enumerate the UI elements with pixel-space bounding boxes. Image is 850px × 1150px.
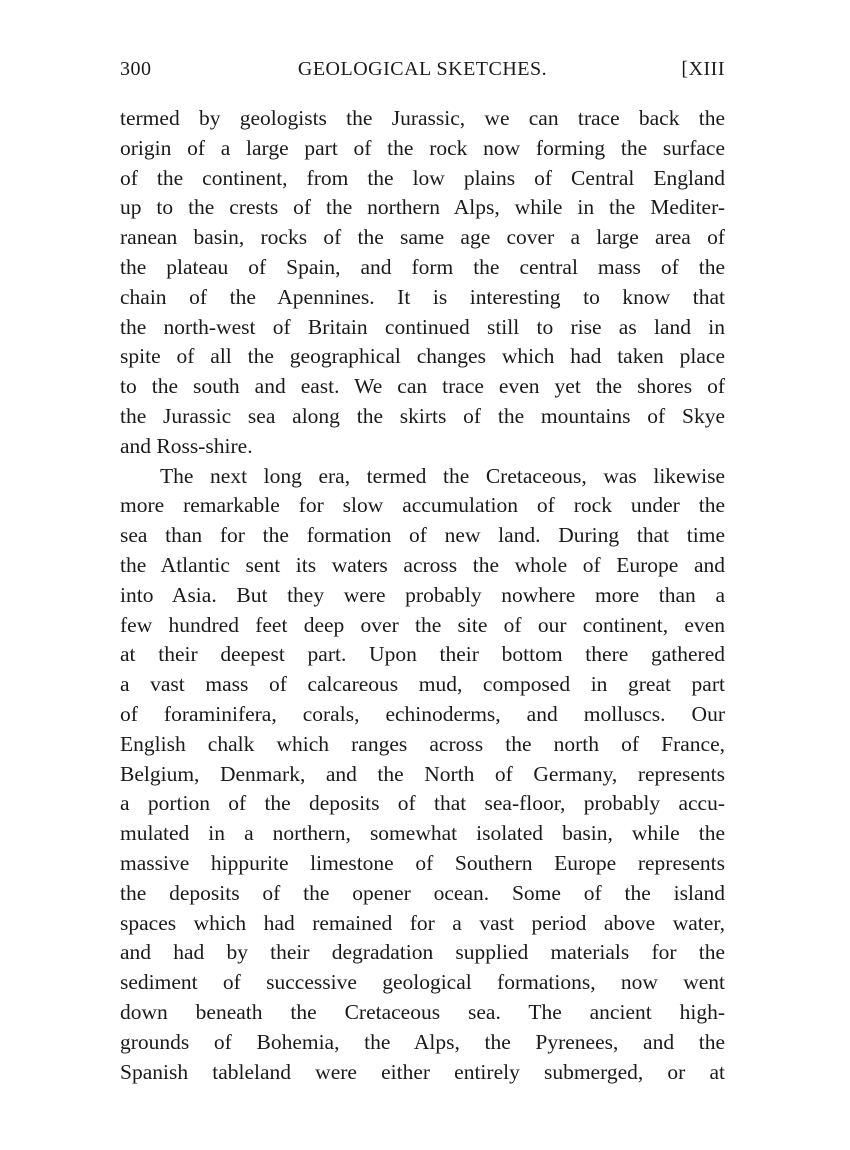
text-line: Spanish tableland were either entirely submerged, or at <box>120 1059 725 1084</box>
text-line: at their deepest part. Upon their bottom there gathered <box>120 642 725 667</box>
text-line: the deposits of the opener ocean. Some of the island <box>120 880 725 905</box>
text-line: English chalk which ranges across the north of France, <box>120 731 725 756</box>
text-line: sea than for the formation of new land. During that time <box>120 523 725 548</box>
running-title: GEOLOGICAL SKETCHES. <box>297 58 548 80</box>
chapter-marker: [XIII <box>681 58 725 80</box>
text-line: and Ross-shire. <box>120 433 253 458</box>
text-line: the north-west of Britain continued still to rise as land in <box>120 314 725 339</box>
text-line: a portion of the deposits of that sea-floor, probably accu- <box>120 791 725 816</box>
text-line: mulated in a northern, somewhat isolated basin, while the <box>120 821 725 846</box>
page-number: 300 <box>120 58 152 80</box>
text-line: of foraminifera, corals, echinoderms, and molluscs. Our <box>120 701 725 726</box>
text-line: ranean basin, rocks of the same age cover a large area of <box>120 225 725 250</box>
text-line: and had by their degradation supplied materials for the <box>120 940 725 965</box>
text-line: into Asia. But they were probably nowhere more than a <box>120 582 725 607</box>
text-line: the Atlantic sent its waters across the whole of Europe and <box>120 552 725 577</box>
text-line: to the south and east. We can trace even yet the shores of <box>120 374 725 399</box>
text-line: origin of a large part of the rock now forming the surface <box>120 135 725 160</box>
text-line: the plateau of Spain, and form the central mass of the <box>120 254 725 279</box>
text-line: a vast mass of calcareous mud, composed in great part <box>120 672 725 697</box>
text-line: grounds of Bohemia, the Alps, the Pyrenees, and the <box>120 1029 725 1054</box>
text-line: few hundred feet deep over the site of our continent, even <box>120 612 725 637</box>
running-header <box>120 58 725 88</box>
paragraph <box>120 104 725 462</box>
text-line: massive hippurite limestone of Southern Europe represents <box>120 850 725 875</box>
body-text <box>120 104 725 1087</box>
text-line: more remarkable for slow accumulation of rock under the <box>120 493 725 518</box>
text-line: the Jurassic sea along the skirts of the mountains of Skye <box>120 403 725 428</box>
text-line: termed by geologists the Jurassic, we can trace back the <box>120 106 725 130</box>
text-line: Belgium, Denmark, and the North of Germany, represents <box>120 761 725 786</box>
text-line: down beneath the Cretaceous sea. The ancient high- <box>120 999 725 1024</box>
text-line: up to the crests of the northern Alps, while in the Mediter- <box>120 195 725 220</box>
text-line: spaces which had remained for a vast period above water, <box>120 910 725 935</box>
text-line: spite of all the geographical changes which had taken place <box>120 344 725 369</box>
paragraph <box>120 462 725 1088</box>
book-page <box>120 58 725 1087</box>
text-line: of the continent, from the low plains of Central England <box>120 165 725 190</box>
text-line: chain of the Apennines. It is interesting to know that <box>120 284 725 309</box>
text-line: sediment of successive geological formations, now went <box>120 970 725 995</box>
text-line: The next long era, termed the Cretaceous, was likewise <box>160 463 725 488</box>
